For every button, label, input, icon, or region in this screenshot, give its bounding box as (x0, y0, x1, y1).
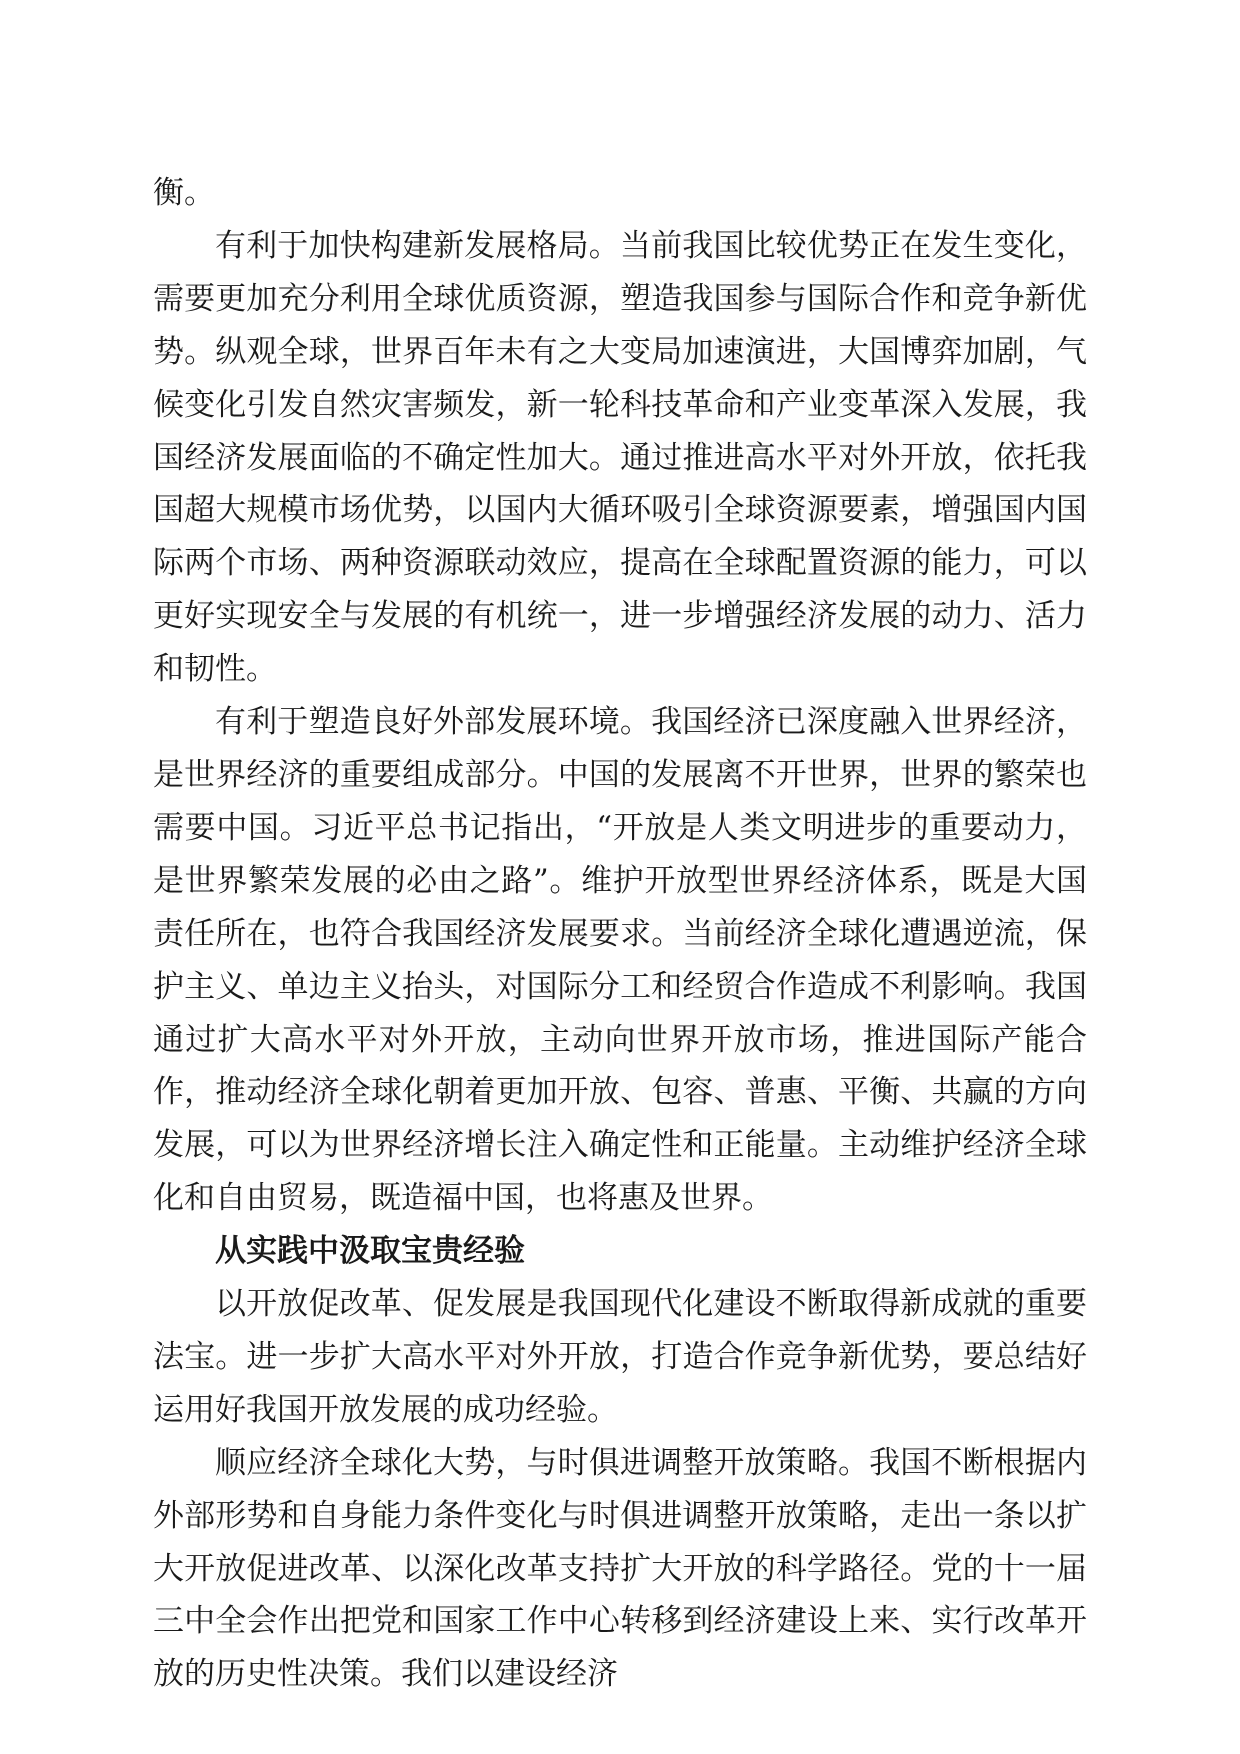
paragraph-new-development-pattern: 有利于加快构建新发展格局。当前我国比较优势正在发生变化，需要更加充分利用全球优质资源，塑造我国参与国际合作和竞争新优势。纵观全球，世界百年未有之大变局加速演进，大国博弈加剧，气候变化引发自然灾害频发，新一轮科技革命和产业变革深入发展，我国经济发展面临的不确定性加大。通过推进高水平对外开放，依托我国超大规模市场优势，以国内大循环吸引全球资源要素，增强国内国际两个市场、两种资源联动效应，提高在全球配置资源的能力，可以更好实现安全与发展的有机统一，进一步增强经济发展的动力、活力和韧性。 (153, 227, 1087, 688)
paragraph-opening-reform: 以开放促改革、促发展是我国现代化建设不断取得新成就的重要法宝。进一步扩大高水平对外开放，打造合作竞争新优势，要总结好运用好我国开放发展的成功经验。 (153, 1286, 1087, 1428)
paragraph-fragment: 衡。 (153, 175, 215, 211)
paragraph-external-environment: 有利于塑造良好外部发展环境。我国经济已深度融入世界经济，是世界经济的重要组成部分。中国的发展离不开世界，世界的繁荣也需要中国。习近平总书记指出，“开放是人类文明进步的重要动力，是世界繁荣发展的必由之路”。维护开放型世界经济体系，既是大国责任所在，也符合我国经济发展要求。当前经济全球化遭遇逆流，保护主义、单边主义抬头，对国际分工和经贸合作造成不利影响。我国通过扩大高水平对外开放，主动向世界开放市场，推进国际产能合作，推动经济全球化朝着更加开放、包容、普惠、平衡、共赢的方向发展，可以为世界经济增长注入确定性和正能量。主动维护经济全球化和自由贸易，既造福中国，也将惠及世界。 (153, 704, 1087, 1217)
paragraph-globalization-strategy: 顺应经济全球化大势，与时俱进调整开放策略。我国不断根据内外部形势和自身能力条件变化与时俱进调整开放策略，走出一条以扩大开放促进改革、以深化改革支持扩大开放的科学路径。党的十一届三中全会作出把党和国家工作中心转移到经济建设上来、实行改革开放的历史性决策。我们以建设经济 (153, 1444, 1087, 1693)
section-heading: 从实践中汲取宝贵经验 (215, 1233, 525, 1270)
document-body (153, 167, 1087, 1701)
